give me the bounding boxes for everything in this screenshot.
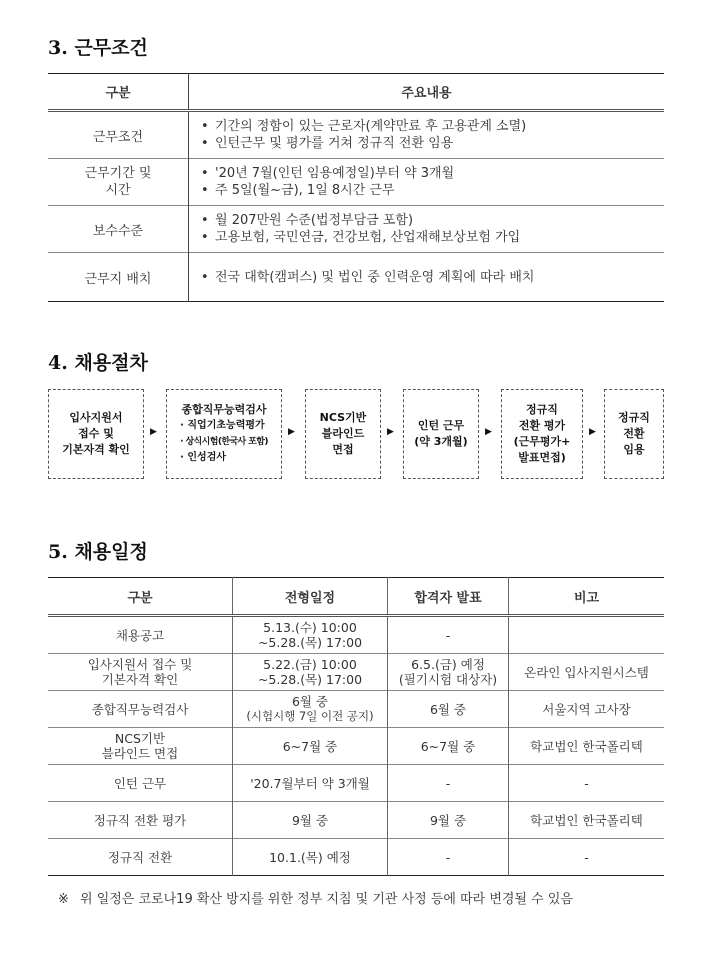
step-line: · 인성검사: [180, 452, 227, 463]
section-5-title: 5. 채용일정: [48, 541, 148, 563]
table-cell: [509, 616, 665, 654]
table-row: [48, 159, 664, 206]
step-internship: [403, 389, 479, 479]
table-header: 전형일정: [233, 578, 388, 616]
step-line: (약 3개월): [414, 435, 468, 448]
table-cell: 10.1.(목) 예정: [233, 839, 388, 876]
step-line: 면접: [332, 443, 354, 456]
table-row: [48, 765, 664, 802]
table-header: 주요내용: [189, 74, 665, 111]
row-label: 근무지 배치: [48, 253, 189, 302]
table-row: [48, 802, 664, 839]
arrow-icon: ▶: [485, 427, 492, 437]
table-row: [48, 839, 664, 876]
table-row: [48, 654, 664, 691]
table-cell: 온라인 입사지원시스템: [509, 654, 665, 691]
step-line: (근무평가+: [513, 435, 571, 448]
table-row: [48, 691, 664, 728]
row-label-line: 근무기간 및: [84, 166, 152, 181]
step-line: 인턴 근무: [417, 419, 465, 432]
step-line: 정규직: [526, 403, 558, 416]
step-aptitude-test: [166, 389, 282, 479]
list-item: • 기간의 정함이 있는 근로자(계약만료 후 고용관계 소멸): [201, 118, 664, 135]
schedule-table: [48, 577, 664, 876]
work-conditions-table: [48, 73, 664, 302]
table-cell: 5.22.(금) 10:00 ~5.28.(목) 17:00: [233, 654, 388, 691]
arrow-icon: ▶: [387, 427, 394, 437]
table-cell: -: [388, 616, 509, 654]
arrow-icon: ▶: [589, 427, 596, 437]
table-cell: 6~7월 중: [233, 728, 388, 765]
step-line: 전환 평가: [518, 419, 566, 432]
table-row: [48, 111, 664, 159]
step-line: 전환: [623, 427, 645, 440]
step-line: 정규직: [618, 411, 650, 424]
list-item: • 월 207만원 수준(법정부담금 포함): [201, 212, 664, 229]
table-row: [48, 206, 664, 253]
table-cell: 입사지원서 접수 및 기본자격 확인: [48, 654, 233, 691]
table-cell: 9월 중: [388, 802, 509, 839]
step-line: 접수 및: [78, 427, 114, 440]
table-cell: -: [388, 765, 509, 802]
list-item: • 인턴근무 및 평가를 거쳐 정규직 전환 임용: [201, 135, 664, 152]
list-item: • 전국 대학(캠퍼스) 및 법인 중 인력운영 계획에 따라 배치: [201, 269, 664, 286]
table-header: 합격자 발표: [388, 578, 509, 616]
table-cell: -: [509, 839, 665, 876]
step-line: NCS기반: [319, 411, 367, 424]
step-line: 발표면접): [518, 451, 566, 464]
step-appointment: [604, 389, 664, 479]
table-header: 구분: [48, 74, 189, 111]
note-text: 위 일정은 코로나19 확산 방지를 위한 정부 지침 및 기관 사정 등에 따라 변경될 수 있음: [80, 892, 573, 907]
table-cell: 9월 중: [233, 802, 388, 839]
table-cell: 정규직 전환: [48, 839, 233, 876]
table-cell: 학교법인 한국폴리텍: [509, 728, 665, 765]
table-row: [48, 616, 664, 654]
step-line: 기본자격 확인: [62, 443, 130, 456]
step-line: 종합직무능력검사: [181, 403, 267, 416]
row-label: 보수수준: [48, 206, 189, 253]
table-cell: -: [509, 765, 665, 802]
table-row: [48, 728, 664, 765]
table-cell: 종합직무능력검사: [48, 691, 233, 728]
section-4-title: 4. 채용절차: [48, 352, 148, 374]
table-cell: 6~7월 중: [388, 728, 509, 765]
list-item: • 주 5일(월~금), 1일 8시간 근무: [201, 182, 664, 199]
reference-mark-icon: ※: [58, 892, 69, 907]
table-cell: NCS기반 블라인드 면접: [48, 728, 233, 765]
step-line: · 상식시험(한국사 포함): [180, 437, 268, 447]
table-cell: 인턴 근무: [48, 765, 233, 802]
section-3-title: 3. 근무조건: [48, 37, 148, 59]
table-row: [48, 253, 664, 302]
table-cell: 학교법인 한국폴리텍: [509, 802, 665, 839]
step-conversion-evaluation: [501, 389, 583, 479]
table-cell: 5.13.(수) 10:00 ~5.28.(목) 17:00: [233, 616, 388, 654]
step-line: 임용: [623, 443, 645, 456]
step-line: · 직업기초능력평가: [180, 420, 265, 431]
list-item: • 고용보험, 국민연금, 건강보험, 산업재해보상보험 가입: [201, 229, 664, 246]
list-item: • '20년 7월(인턴 임용예정일)부터 약 3개월: [201, 165, 664, 182]
row-label-line: 시간: [105, 183, 131, 198]
step-interview: [305, 389, 381, 479]
arrow-icon: ▶: [288, 427, 295, 437]
step-line: 입사지원서: [69, 411, 123, 424]
row-label: 근무조건: [48, 111, 189, 159]
table-cell: 서울지역 고사장: [509, 691, 665, 728]
table-cell: 6월 중 (시험시행 7일 이전 공지): [233, 691, 388, 728]
table-header: 비고: [509, 578, 665, 616]
table-cell: 정규직 전환 평가: [48, 802, 233, 839]
step-line: 블라인드: [321, 427, 365, 440]
arrow-icon: ▶: [150, 427, 157, 437]
step-application: [48, 389, 144, 479]
table-cell: '20.7월부터 약 3개월: [233, 765, 388, 802]
table-cell: 6.5.(금) 예정 (필기시험 대상자): [388, 654, 509, 691]
table-cell: 6월 중: [388, 691, 509, 728]
table-cell: -: [388, 839, 509, 876]
table-header: 구분: [48, 578, 233, 616]
table-cell: 채용공고: [48, 616, 233, 654]
schedule-note: [58, 889, 668, 911]
row-label: [48, 159, 189, 206]
